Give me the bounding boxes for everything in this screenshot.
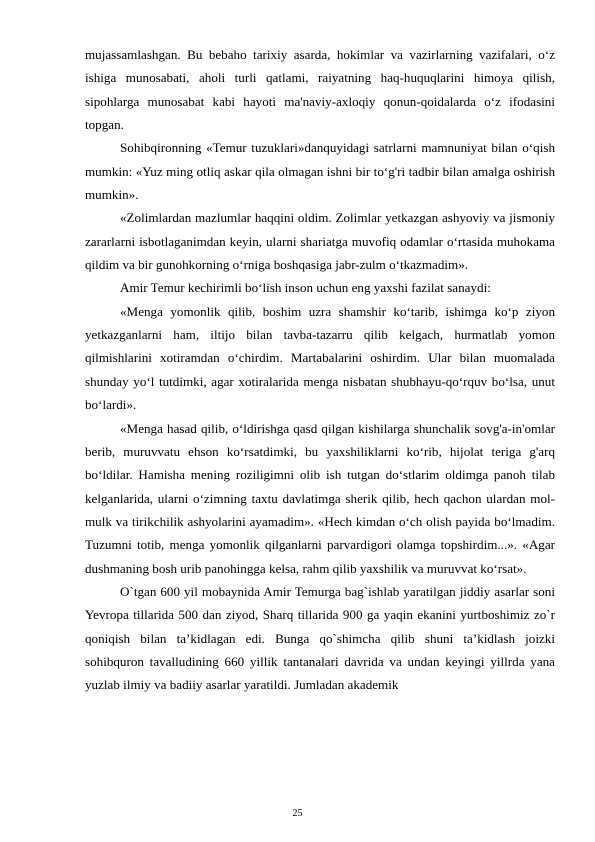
paragraph-literature-count: O`tgan 600 yil mobaynida Amir Temurga bag`ishlab yaratilgan jiddiy asarlar soni Yevropa tillarida 500 dan ziyod, Sharq tillarida 900 ga yaqin ekanini yurtboshimiz zo`r qoniqish bilan ta’kidlagan edi. Bunga qo`shimcha qilib shuni ta’kidlash joizki sohibquron tavalludining 660 yillik tantanalari davrida va undan keyingi yillrda yana yuzlab ilmiy va badiiy asarlar yaratildi. Jumladan akademik xyxy=(85,583,555,693)
document-body xyxy=(85,43,555,697)
page-number: 25 xyxy=(292,808,303,819)
paragraph-temur-tuzuklari: Sohibqironning «Temur tuzuklari»danquyidagi satrlarni mamnuniyat bilan o‘qish mumkin: «Yuz ming otliq askar qila olmagan ishni bir to‘g'ri tadbir bilan amalga oshirish mumkin». xyxy=(85,140,555,203)
paragraph-quote-justice: «Zolimlardan mazlumlar haqqini oldim. Zolimlar yetkazgan ashyoviy va jismoniy zararlarni isbotlaganimdan keyin, ularni shariatga muvofiq odamlar o‘rtasida muhokama qildim va bir gunohkorning o‘rniga boshqasiga jabr-zulm o‘tkazmadim». xyxy=(85,210,555,273)
paragraph-continuation: mujassamlashgan. Bu bebaho tarixiy asarda, hokimlar va vazirlarning vazifalari, o‘z ishiga munosabati, aholi turli qatlami, raiyatning haq-huquqlarini himoya qilish, sipohlarga munosabat kabi hayoti ma'naviy-axloqiy qonun-qoidalarda o‘z ifodasini topgan. xyxy=(85,47,555,133)
paragraph-quote-generosity: «Menga hasad qilib, o‘ldirishga qasd qilgan kishilarga shunchalik sovg'a-in'omlar berib, muruvvatu ehson ko‘rsatdimki, bu yaxshiliklarni ko‘rib, hijolat teriga g'arq bo‘ldilar. Hamisha mening roziligimni olib ish tutgan do‘stlarim oldimga panoh tilab kelganlarida, ularni o‘zimning taxtu davlatimga sherik qilib, hech qachon ulardan mol-mulk va tirikchilik ashyolarini ayamadim». «Hech kimdan o‘ch olish payida bo‘lmadim. Tuzumni totib, menga yomonlik qilganlarni parvardigori olamga topshirdim...». «Agar dushmaning bosh urib panohingga kelsa, rahm qilib yaxshilik va muruvvat ko‘rsat». xyxy=(85,420,555,576)
paragraph-quote-forgiveness: «Menga yomonlik qilib, boshim uzra shamshir ko‘tarib, ishimga ko‘p ziyon yetkazganlarni ham, iltijo bilan tavba-tazarru qilib kelgach, hurmatlab yomon qilmishlarini xotiramdan o‘chirdim. Martabalarini oshirdim. Ular bilan muomalada shunday yo‘l tutdimki, agar xotiralarida menga nisbatan shubhayu-qo‘rquv bo‘lsa, unut bo‘lardi». xyxy=(85,303,555,413)
paragraph-forgiveness-intro: Amir Temur kechirimli bo‘lish inson uchun eng yaxshi fazilat sanaydi: xyxy=(120,280,491,296)
